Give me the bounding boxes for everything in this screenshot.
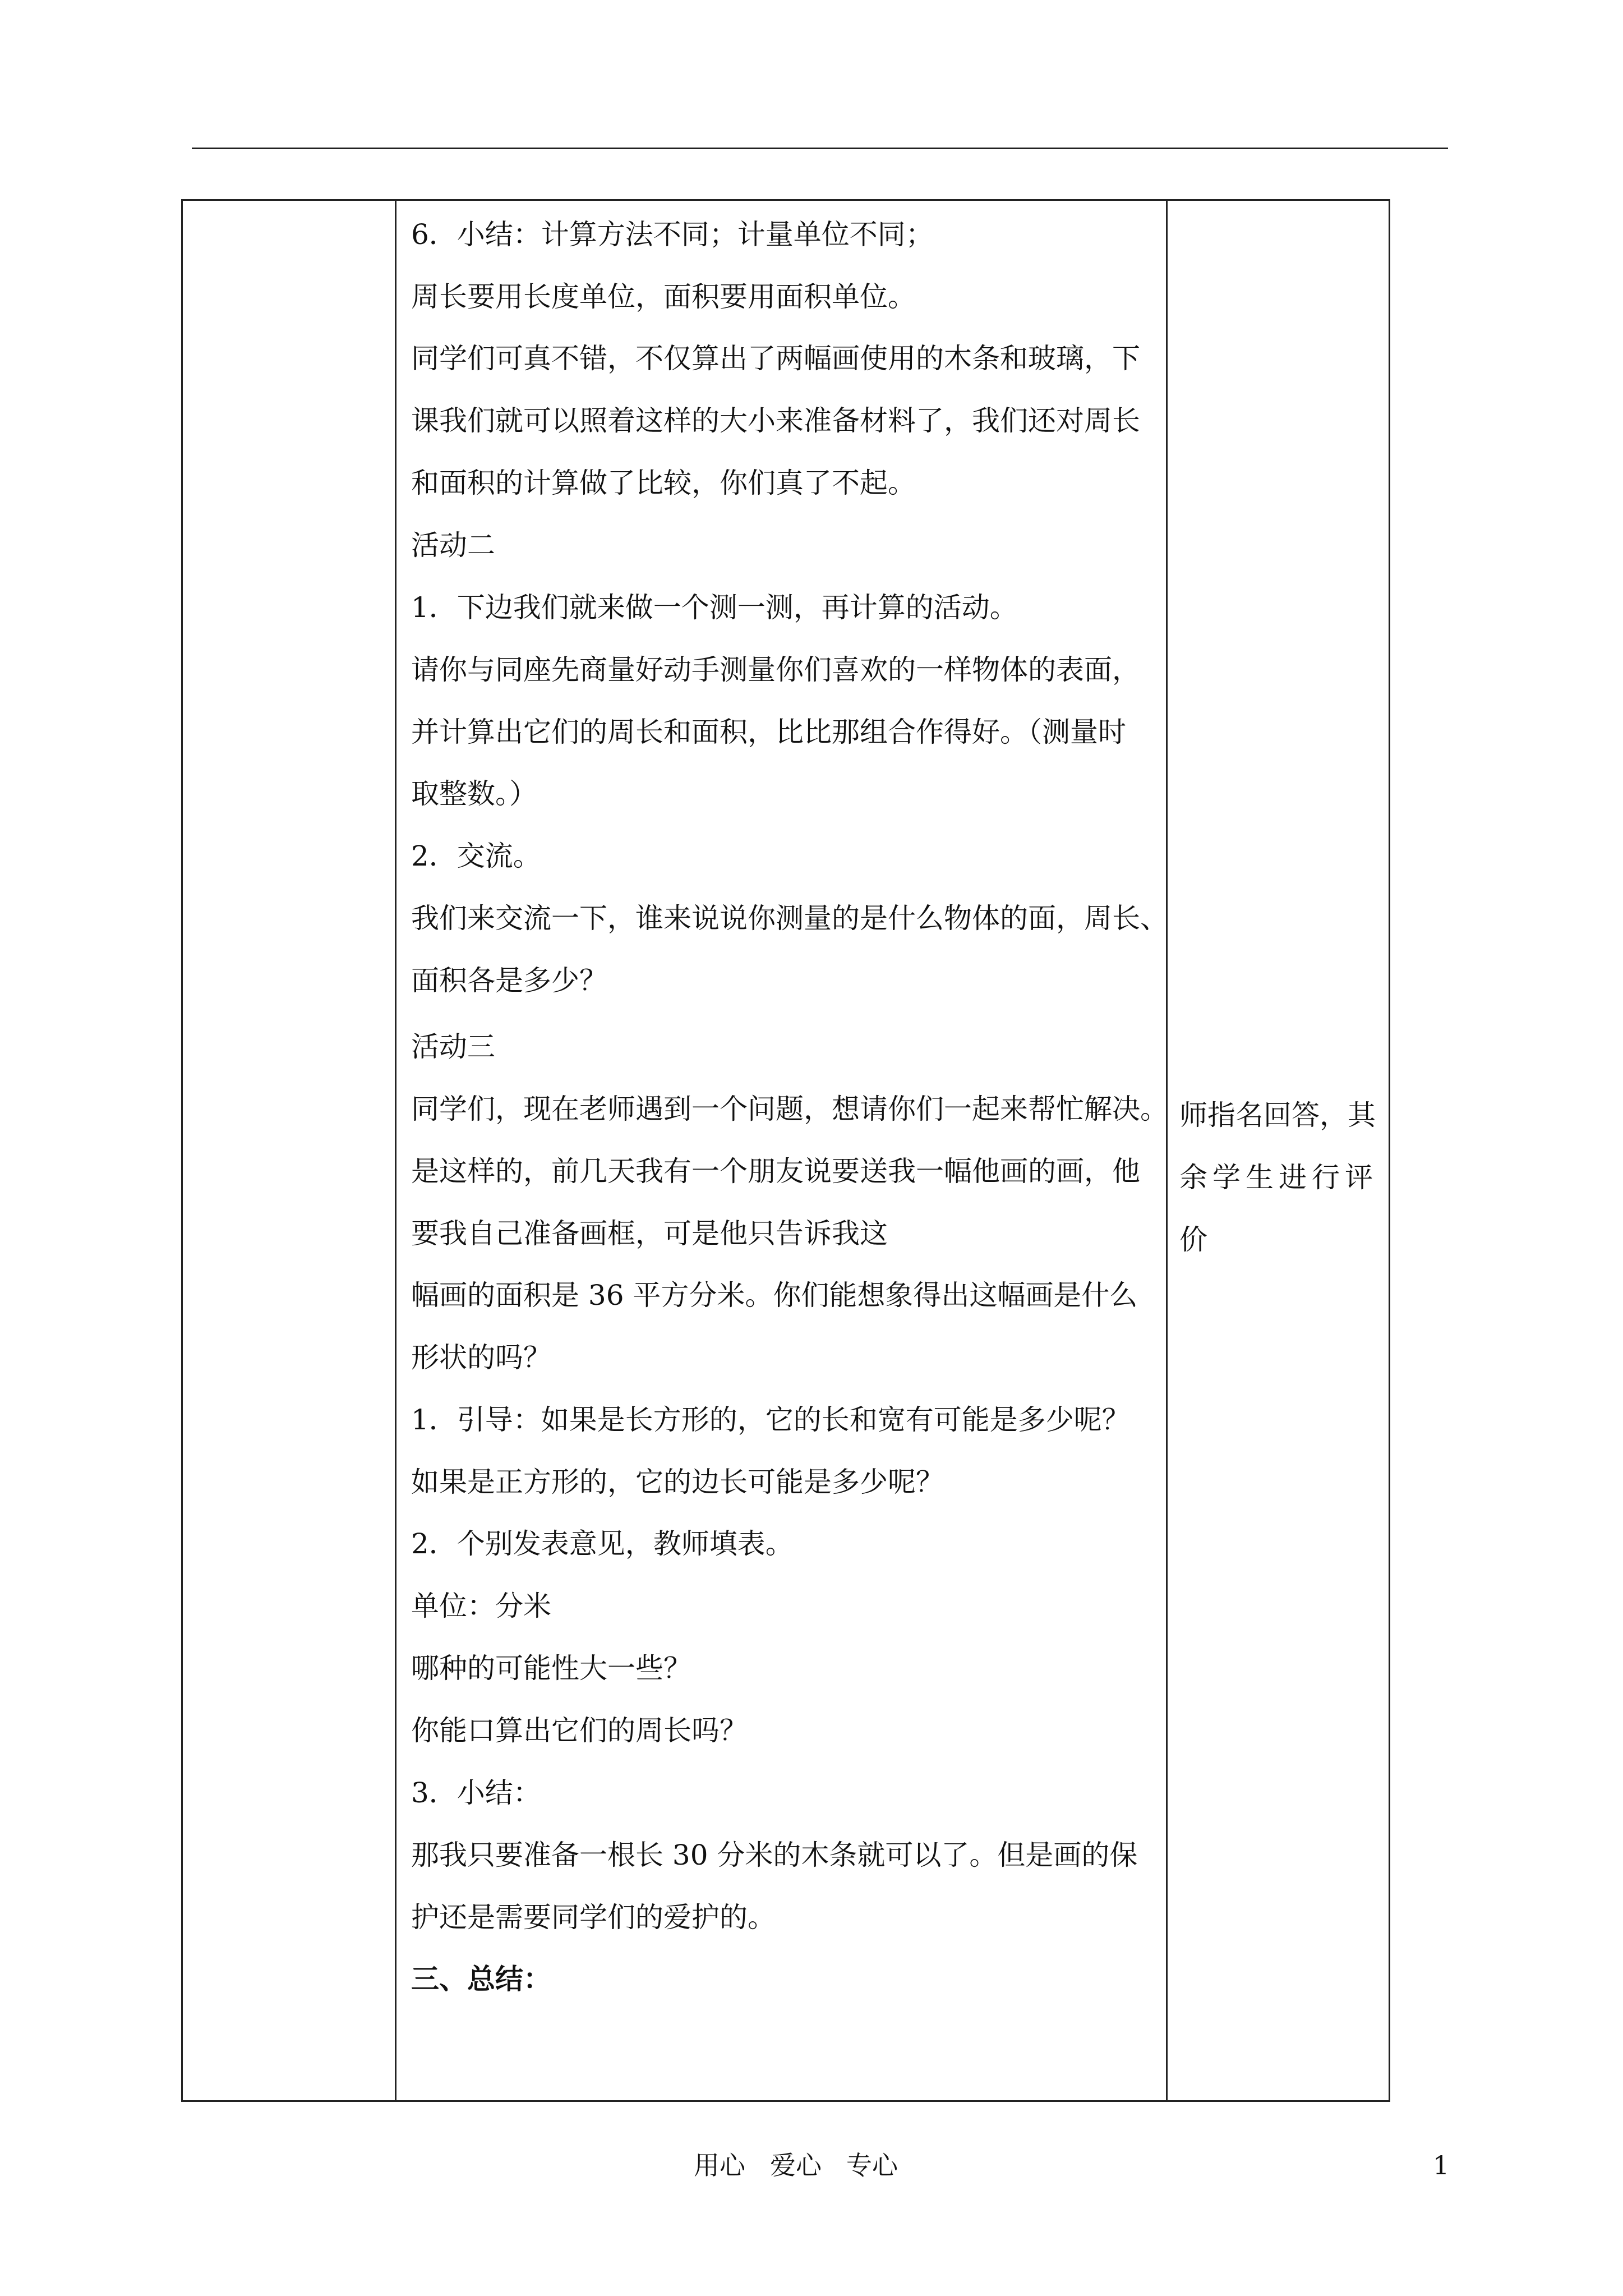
text-line: 要我自己准备画框，可是他只告诉我这 [411, 1217, 888, 1250]
section-heading: 活动二 [411, 529, 495, 562]
text-line: 2．交流。 [411, 840, 541, 872]
section-heading-bold: 三、总结： [411, 1962, 551, 1995]
text-line: 请你与同座先商量好动手测量你们喜欢的一样物体的表面， [411, 654, 1140, 686]
page-number: 1 [1433, 2150, 1450, 2180]
footer-word: 专心 [846, 2150, 898, 2180]
text-line: 并计算出它们的周长和面积，比比那组合作得好。（测量时 [411, 716, 1126, 748]
text-line: 课我们就可以照着这样的大小来准备材料了，我们还对周长 [411, 404, 1140, 437]
evaluation-line: 师指名回答，其 [1179, 1099, 1376, 1131]
text-line: 形状的吗？ [411, 1341, 551, 1374]
text-line: 我们来交流一下，谁来说说你测量的是什么物体的面，周长、 [411, 902, 1168, 935]
column-divider [395, 201, 396, 2100]
text-line: 2．个别发表意见，教师填表。 [411, 1527, 794, 1560]
text-line: 和面积的计算做了比较，你们真了不起。 [411, 467, 916, 499]
text-line: 1．引导：如果是长方形的，它的长和宽有可能是多少呢？ [411, 1404, 1130, 1436]
header-rule [192, 148, 1448, 149]
section-heading: 活动三 [411, 1030, 495, 1063]
text-line: 取整数。） [411, 777, 537, 810]
text-line: 6．小结：计算方法不同；计量单位不同； [411, 218, 934, 251]
text-line: 哪种的可能性大一些？ [411, 1652, 691, 1685]
lesson-plan-table [181, 199, 1390, 2102]
text-line: 同学们可真不错，不仅算出了两幅画使用的木条和玻璃，下 [411, 342, 1140, 375]
text-line: 面积各是多少？ [411, 964, 607, 997]
footer-word: 爱心 [770, 2150, 822, 2180]
text-line: 如果是正方形的，它的边长可能是多少呢？ [411, 1466, 944, 1498]
text-line: 是这样的，前几天我有一个朋友说要送我一幅他画的画，他 [411, 1155, 1140, 1188]
footer-motto [694, 2150, 898, 2181]
evaluation-line: 价 [1179, 1223, 1207, 1256]
text-line: 3．小结： [411, 1777, 541, 1809]
text-line: 周长要用长度单位，面积要用面积单位。 [411, 280, 916, 313]
text-line: 你能口算出它们的周长吗？ [411, 1714, 748, 1747]
evaluation-line: 余学生进行评 [1179, 1161, 1378, 1194]
text-line: 同学们，现在老师遇到一个问题，想请你们一起来帮忙解决。 [411, 1093, 1168, 1125]
text-line: 护还是需要同学们的爱护的。 [411, 1901, 776, 1934]
column-divider [1166, 201, 1168, 2100]
footer-word: 用心 [694, 2150, 745, 2180]
text-line: 幅画的面积是 36 平方分米。你们能想象得出这幅画是什么 [411, 1279, 1138, 1312]
text-line: 那我只要准备一根长 30 分米的木条就可以了。但是画的保 [411, 1839, 1138, 1871]
text-line: 1．下边我们就来做一个测一测，再计算的活动。 [411, 591, 1018, 624]
text-line: 单位：分米 [411, 1590, 551, 1622]
